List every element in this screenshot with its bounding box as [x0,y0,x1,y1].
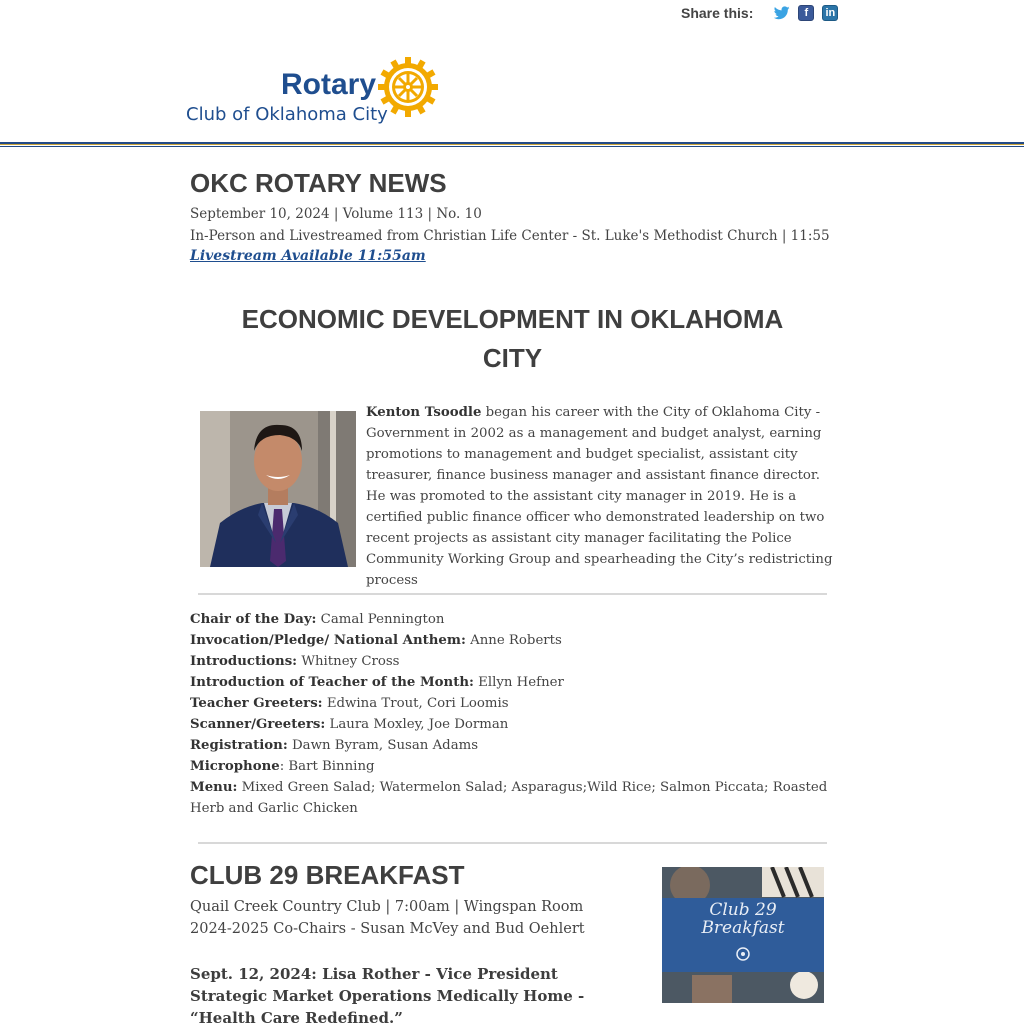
program-title-line2: CITY [482,343,543,373]
role-teacher-intro [190,672,840,693]
linkedin-share-icon[interactable]: in [822,5,838,21]
meeting-roles [190,609,840,819]
role-label: Invocation/Pledge/ National Anthem: [190,633,466,648]
section-divider [198,842,827,844]
logo-club-name: Club of Oklahoma City [186,104,388,125]
twitter-share-icon[interactable] [774,5,790,21]
role-value: Anne Roberts [465,633,562,648]
role-label: Introductions: [190,654,298,669]
role-teacher-greeters [190,693,840,714]
header-rule-accent [0,144,1024,145]
club29-image-caption-line1: Club 29 [709,900,777,920]
role-label: Chair of the Day: [190,612,317,627]
role-value: Edwina Trout, Cori Loomis [322,696,509,711]
role-value: : Bart Binning [279,759,375,774]
role-value: Dawn Byram, Susan Adams [287,738,479,753]
speaker-bio-text: began his career with the City of Oklahoma City - Government in 2002 as a management and budget analyst, earning promotions to management and budget specialist, assistant city treasurer, finance business manager and assistant finance director. He was promoted to the assistant city manager in 2019. He is a certified public finance officer who demonstrated leadership on two recent projects as assistant city manager facilitating the Police Community Working Group and spearheading the City’s redistricting process [366,405,833,588]
role-menu [190,777,840,819]
speaker-bio [366,402,836,591]
program-title [190,300,835,378]
club29-venue: Quail Creek Country Club | 7:00am | Wingspan Room [190,899,584,915]
speaker-photo [200,411,356,567]
speaker-name: Kenton Tsoodle [366,405,482,420]
club29-breakfast-image [662,867,824,1003]
location-line: In-Person and Livestreamed from Christian Life Center - St. Luke's Methodist Church | 11:55 [190,228,830,244]
facebook-share-icon[interactable]: f [798,5,814,21]
club29-image-caption [662,901,824,937]
livestream-link[interactable]: Livestream Available 11:55am [190,248,426,264]
club29-event: Sept. 12, 2024: Lisa Rother - Vice President Strategic Market Operations Medically Home - “Health Care Redefined.” [190,965,585,1027]
newsletter-title: OKC ROTARY NEWS [190,168,447,198]
role-value: Laura Moxley, Joe Dorman [325,717,509,732]
role-label: Scanner/Greeters: [190,717,326,732]
role-label: Teacher Greeters: [190,696,323,711]
club29-cochairs: 2024-2025 Co-Chairs - Susan McVey and Bud Oehlert [190,921,585,937]
role-value: Ellyn Hefner [473,675,564,690]
role-scanner-greeters [190,714,840,735]
role-invocation [190,630,840,651]
role-registration [190,735,840,756]
role-label: Menu: [190,780,238,795]
header-rule-lower [0,146,1024,147]
section-divider [198,593,827,595]
club29-title: CLUB 29 BREAKFAST [190,860,465,890]
program-title-line1: ECONOMIC DEVELOPMENT IN OKLAHOMA [241,304,784,334]
role-value: Camal Pennington [316,612,445,627]
role-value: Mixed Green Salad; Watermelon Salad; Asparagus;Wild Rice; Salmon Piccata; Roasted Herb and Garlic Chicken [190,780,828,816]
role-microphone [190,756,840,777]
share-label: Share this: [681,5,754,21]
club29-image-caption-line2: Breakfast [701,918,785,938]
rotary-wheel-icon [377,56,439,118]
role-label: Introduction of Teacher of the Month: [190,675,474,690]
club29-rotary-wheel-icon [736,947,750,961]
role-chair [190,609,840,630]
issue-line: September 10, 2024 | Volume 113 | No. 10 [190,206,482,222]
role-label: Microphone [190,759,280,774]
role-label: Registration: [190,738,288,753]
role-introductions [190,651,840,672]
role-value: Whitney Cross [297,654,400,669]
logo-wordmark: Rotary [281,68,377,101]
share-bar [681,2,838,24]
